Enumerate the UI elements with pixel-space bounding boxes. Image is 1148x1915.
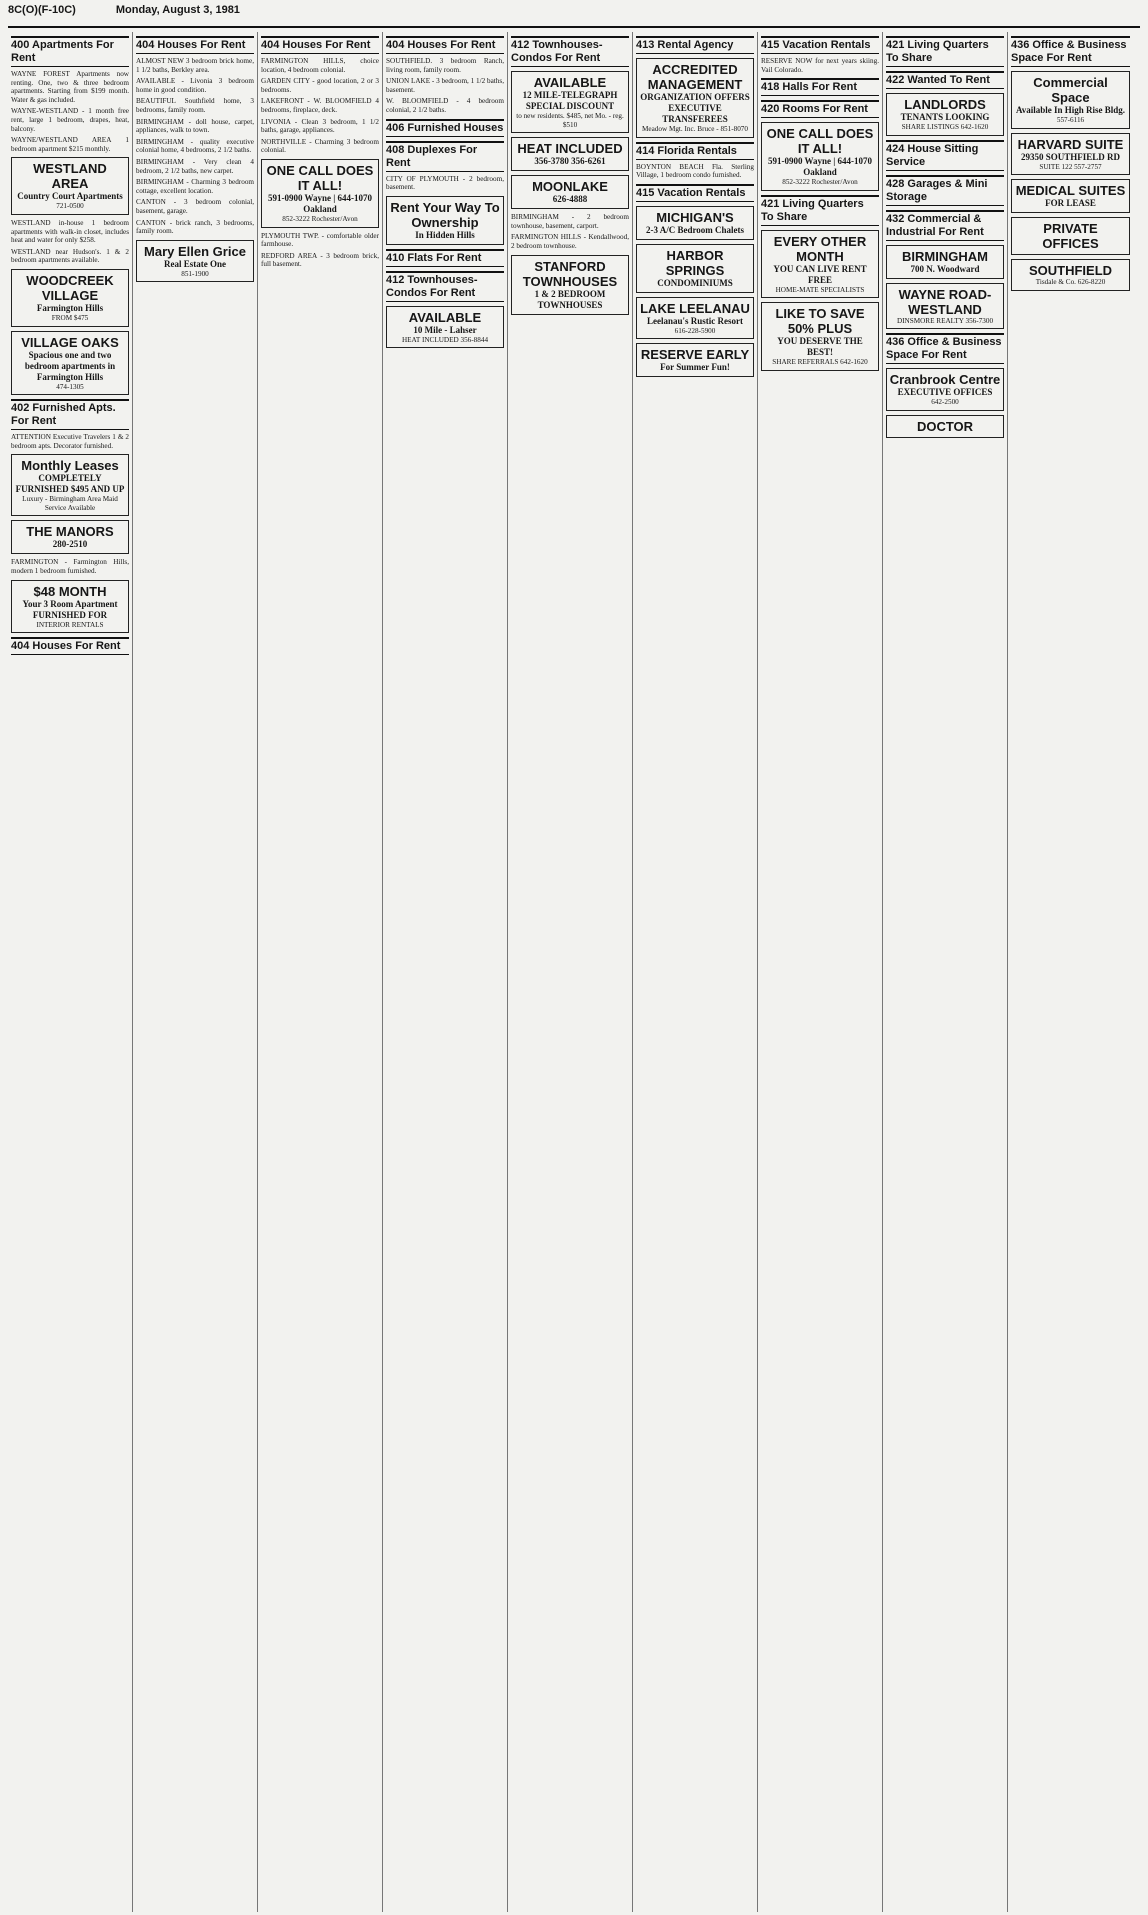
display-ad-big: ACCREDITED MANAGEMENT [647,62,743,92]
display-ad-mid: 700 N. Woodward [910,263,980,274]
display-ad [11,580,129,634]
display-ad-small: 852-3222 Rochester/Avon [782,178,858,187]
classified-ad: FARMINGTON HILLS - Kendallwood, 2 bedroom townhouse. [511,233,629,250]
display-ad-mid: YOU DESERVE THE BEST! [777,336,863,358]
display-ad [636,244,754,293]
category-heading: 410 Flats For Rent [386,249,504,267]
display-ad-big: Mary Ellen Grice [144,243,246,259]
category-heading: 415 Vacation Rentals [636,184,754,202]
classified-ad: BEAUTIFUL Southfield home, 3 bedrooms, family room. [136,97,254,114]
display-ad-mid: 1 & 2 BEDROOM TOWNHOUSES [534,288,606,310]
display-ad [1011,133,1130,176]
classified-ad: CANTON - brick ranch, 3 bedrooms, family room. [136,218,254,236]
display-ad-mid: 591-0900 Wayne | 644-1070 Oakland [267,192,373,214]
category-heading: 414 Florida Rentals [636,142,754,160]
display-ad-big: WESTLAND AREA [33,161,107,192]
display-ad-big: LAKE LEELANAU [640,300,750,316]
classified-ad: WAYNE-WESTLAND - 1 month free rent, large 1 bedroom, drapes, heat, balcony. [11,107,129,133]
column-6 [633,32,758,1912]
display-ad [886,415,1004,438]
column-9 [1008,32,1133,1912]
issue-date: Monday, August 3, 1981 [115,4,240,16]
category-heading: 421 Living Quarters To Share [761,195,879,226]
section-code: 8C(O)(F-10C) [8,4,76,16]
display-ad [636,297,754,340]
classified-ad: AVAILABLE - Livonia 3 bedroom home in good condition. [136,77,254,94]
display-ad-big: $48 MONTH [33,583,107,599]
classified-ad: ATTENTION Executive Travelers 1 & 2 bedroom apts. Decorator furnished. [11,433,129,450]
category-heading: 424 House Sitting Service [886,140,1004,171]
display-ad-mid: CONDOMINIUMS [657,277,733,288]
display-ad-big: ONE CALL DOES IT ALL! [766,126,874,157]
display-ad-big: WAYNE ROAD-WESTLAND [898,286,992,317]
classified-ad: BIRMINGHAM - Charming 3 bedroom cottage, excellent location. [136,178,254,195]
column-1 [8,32,133,1912]
running-head [8,4,1140,28]
display-ad-big: Commercial Space [1033,75,1108,105]
display-ad-small: FROM $475 [51,313,89,322]
display-ad-big: LIKE TO SAVE 50% PLUS [775,306,865,337]
display-ad [11,269,129,327]
display-ad-mid: FOR LEASE [1045,198,1096,209]
display-ad-big: EVERY OTHER MONTH [773,233,867,264]
classified-columns [8,32,1140,1912]
display-ad-small: SHARE LISTINGS 642-1620 [901,123,989,131]
display-ad [11,331,129,396]
category-heading: 408 Duplexes For Rent [386,141,504,172]
column-3 [258,32,383,1912]
display-ad-big: VILLAGE OAKS [21,334,119,350]
category-heading: 428 Garages & Mini Storage [886,175,1004,206]
display-ad-mid: In Hidden Hills [415,229,475,240]
display-ad-mid: Leelanau's Rustic Resort [647,315,743,326]
display-ad [886,368,1004,411]
display-ad [1011,259,1130,291]
category-heading: 404 Houses For Rent [11,637,129,655]
category-heading: 422 Wanted To Rent [886,71,1004,89]
classified-ad: BIRMINGHAM - quality executive colonial home, 4 bedrooms, 2 1/2 baths. [136,137,254,155]
display-ad-small: DINSMORE REALTY 356-7300 [896,316,994,325]
classified-ad: BIRMINGHAM - 2 bedroom townhouse, basement, carport. [511,213,629,230]
classified-ad: W. BLOOMFIELD - 4 bedroom colonial, 2 1/2 baths. [386,97,504,114]
column-2 [133,32,258,1912]
classified-ad: REDFORD AREA - 3 bedroom brick, full basement. [261,251,379,269]
display-ad-mid: 356-3780 356-6261 [534,156,606,167]
display-ad [11,520,129,554]
classified-ad: NORTHVILLE - Charming 3 bedroom colonial. [261,137,379,155]
display-ad-big: MEDICAL SUITES [1015,183,1126,199]
display-ad [511,137,629,171]
category-heading: 404 Houses For Rent [386,36,504,54]
display-ad-mid: 29350 SOUTHFIELD RD [1020,151,1120,162]
display-ad-big: BIRMINGHAM [902,248,988,264]
display-ad-big: MICHIGAN'S [656,209,734,225]
category-heading: 412 Townhouses-Condos For Rent [386,271,504,302]
classified-ad: CANTON - 3 bedroom colonial, basement, garage. [136,198,254,215]
classified-ad: BIRMINGHAM - doll house, carpet, appliances, walk to town. [136,117,254,135]
classified-ad: CITY OF PLYMOUTH - 2 bedroom, basement. [386,174,504,192]
display-ad [761,230,879,299]
display-ad [11,157,129,215]
display-ad [886,245,1004,279]
display-ad-small: HEAT INCLUDED 356-8844 [401,335,489,344]
category-heading: 418 Halls For Rent [761,78,879,96]
display-ad-big: Monthly Leases [21,458,119,474]
display-ad [636,206,754,240]
display-ad [511,255,629,315]
classified-ad: WESTLAND near Hudson's. 1 & 2 bedroom apartments available. [11,247,129,265]
category-heading: 415 Vacation Rentals [761,36,879,54]
classified-ad: SOUTHFIELD. 3 bedroom Ranch, living room, family room. [386,57,504,74]
category-heading: 436 Office & Business Space For Rent [1011,36,1130,67]
display-ad-big: ONE CALL DOES IT ALL! [266,162,374,193]
display-ad [636,58,754,138]
display-ad [511,71,629,133]
classified-ad: BOYNTON BEACH Fla. Sterling Village, 1 bedroom condo furnished. [636,162,754,180]
category-heading: 412 Townhouses-Condos For Rent [511,36,629,67]
display-ad [11,454,129,516]
display-ad-big: AVAILABLE [533,75,607,90]
column-4 [383,32,508,1912]
classified-ad: LAKEFRONT - W. BLOOMFIELD 4 bedrooms, fireplace, deck. [261,97,379,114]
display-ad-small: 721-0500 [56,202,84,211]
display-ad-small: SUITE 122 557-2757 [1039,162,1102,171]
display-ad-mid: Real Estate One [164,258,226,269]
display-ad-mid: Country Court Apartments [17,191,123,202]
display-ad [511,175,629,209]
display-ad-mid: Available In High Rise Bldg. [1015,105,1126,115]
display-ad-big: AVAILABLE [408,309,482,325]
column-8 [883,32,1008,1912]
display-ad-mid: 280-2510 [52,539,88,550]
display-ad-mid: Your 3 Room Apartment FURNISHED FOR [22,598,118,620]
display-ad-big: Cranbrook Centre [889,372,1001,388]
display-ad [261,159,379,228]
display-ad [886,93,1004,136]
category-heading: 404 Houses For Rent [261,36,379,54]
category-heading: 400 Apartments For Rent [11,36,129,67]
display-ad [1011,71,1130,129]
category-heading: 420 Rooms For Rent [761,100,879,118]
display-ad-small: 557-6116 [1056,116,1085,124]
classified-ad: FARMINGTON HILLS, choice location, 4 bedroom colonial. [261,57,379,74]
display-ad-mid: COMPLETELY FURNISHED $495 AND UP [15,473,125,495]
display-ad [386,306,504,349]
display-ad [1011,217,1130,255]
classified-ad: WAYNE/WESTLAND AREA 1 bedroom apartment $215 monthly. [11,136,129,153]
display-ad-mid: For Summer Fun! [660,362,730,373]
display-ad-mid: TENANTS LOOKING [900,112,990,122]
display-ad-big: HARBOR SPRINGS [665,247,725,278]
display-ad-mid: ORGANIZATION OFFERS EXECUTIVE TRANSFEREES [640,92,750,124]
display-ad [1011,179,1130,213]
display-ad-big: RESERVE EARLY [640,347,750,363]
display-ad-big: LANDLORDS [904,97,986,112]
display-ad-big: HARVARD SUITE [1017,136,1124,152]
display-ad-small: Meadow Mgt. Inc. Bruce - 851-8070 [642,125,748,133]
display-ad-big: Rent Your Way To Ownership [390,199,500,230]
category-heading: 421 Living Quarters To Share [886,36,1004,67]
display-ad-big: MOONLAKE [532,179,608,195]
column-5 [508,32,633,1912]
display-ad-small: 616-228-5900 [674,326,716,335]
display-ad-mid: EXECUTIVE OFFICES [897,387,993,398]
category-heading: 404 Houses For Rent [136,36,254,54]
classified-ad: UNION LAKE - 3 bedroom, 1 1/2 baths, basement. [386,77,504,94]
display-ad-big: STANFORD TOWNHOUSES [522,258,618,289]
display-ad-big: PRIVATE OFFICES [1042,221,1099,252]
category-heading: 406 Furnished Houses [386,119,504,137]
display-ad-small: SHARE REFERRALS 642-1620 [772,358,868,367]
display-ad-mid: 591-0900 Wayne | 644-1070 Oakland [767,156,873,178]
display-ad-mid: 12 MILE-TELEGRAPH SPECIAL DISCOUNT [522,90,618,111]
display-ad-big: DOCTOR [916,418,974,434]
classified-ad: BIRMINGHAM - Very clean 4 bedroom, 2 1/2 baths, new carpet. [136,157,254,175]
display-ad-big: SOUTHFIELD [1028,263,1113,279]
display-ad-mid: 626-4888 [552,194,588,205]
display-ad-mid: YOU CAN LIVE RENT FREE [773,263,867,285]
display-ad [761,122,879,191]
display-ad-small: 474-1305 [56,382,84,391]
classified-ad: FARMINGTON - Farmington Hills, modern 1 bedroom furnished. [11,558,129,576]
display-ad-big: THE MANORS [26,524,114,540]
display-ad-big: HEAT INCLUDED [517,141,623,157]
category-heading: 413 Rental Agency [636,36,754,54]
column-7 [758,32,883,1912]
category-heading: 402 Furnished Apts. For Rent [11,399,129,430]
classified-ad: WESTLAND in-house 1 bedroom apartments with walk-in closet, includes heat and water for only $258. [11,218,129,245]
display-ad [386,196,504,245]
display-ad [761,302,879,371]
display-ad-small: 852-3222 Rochester/Avon [282,214,358,223]
display-ad-small: 851-1900 [181,269,209,278]
display-ad [636,343,754,377]
classified-ad: PLYMOUTH TWP. - comfortable older farmhouse. [261,231,379,249]
category-heading: 436 Office & Business Space For Rent [886,333,1004,364]
display-ad-mid: Spacious one and two bedroom apartments in Farmington Hills [24,349,116,382]
display-ad-mid: 10 Mile - Lahser [413,324,477,335]
display-ad [886,283,1004,330]
display-ad [136,240,254,283]
display-ad-small: INTERIOR RENTALS [36,620,104,629]
display-ad-mid: 2-3 A/C Bedroom Chalets [645,224,745,235]
display-ad-small: Tisdale & Co. 626-8220 [1035,278,1106,287]
display-ad-mid: Farmington Hills [36,302,104,313]
display-ad-small: to new residents. $485, net Mo. - reg. $510 [516,112,624,129]
display-ad-small: Luxury - Birmingham Area Maid Service Available [22,495,118,512]
classified-ad: ALMOST NEW 3 bedroom brick home, 1 1/2 baths, Berkley area. [136,57,254,74]
display-ad-big: WOODCREEK VILLAGE [26,272,114,303]
classified-ad: LIVONIA - Clean 3 bedroom, 1 1/2 baths, garage, appliances. [261,117,379,135]
display-ad-small: HOME-MATE SPECIALISTS [775,285,865,294]
display-ad-small: 642-2500 [931,398,959,407]
classified-ad: GARDEN CITY - good location, 2 or 3 bedrooms. [261,77,379,94]
category-heading: 432 Commercial & Industrial For Rent [886,210,1004,241]
classified-ad: RESERVE NOW for next years skiing. Vail Colorado. [761,57,879,74]
classified-ad: WAYNE FOREST Apartments now renting. One, two & three bedroom apartments. Starting from $199 month. Water & gas included. [11,70,129,104]
